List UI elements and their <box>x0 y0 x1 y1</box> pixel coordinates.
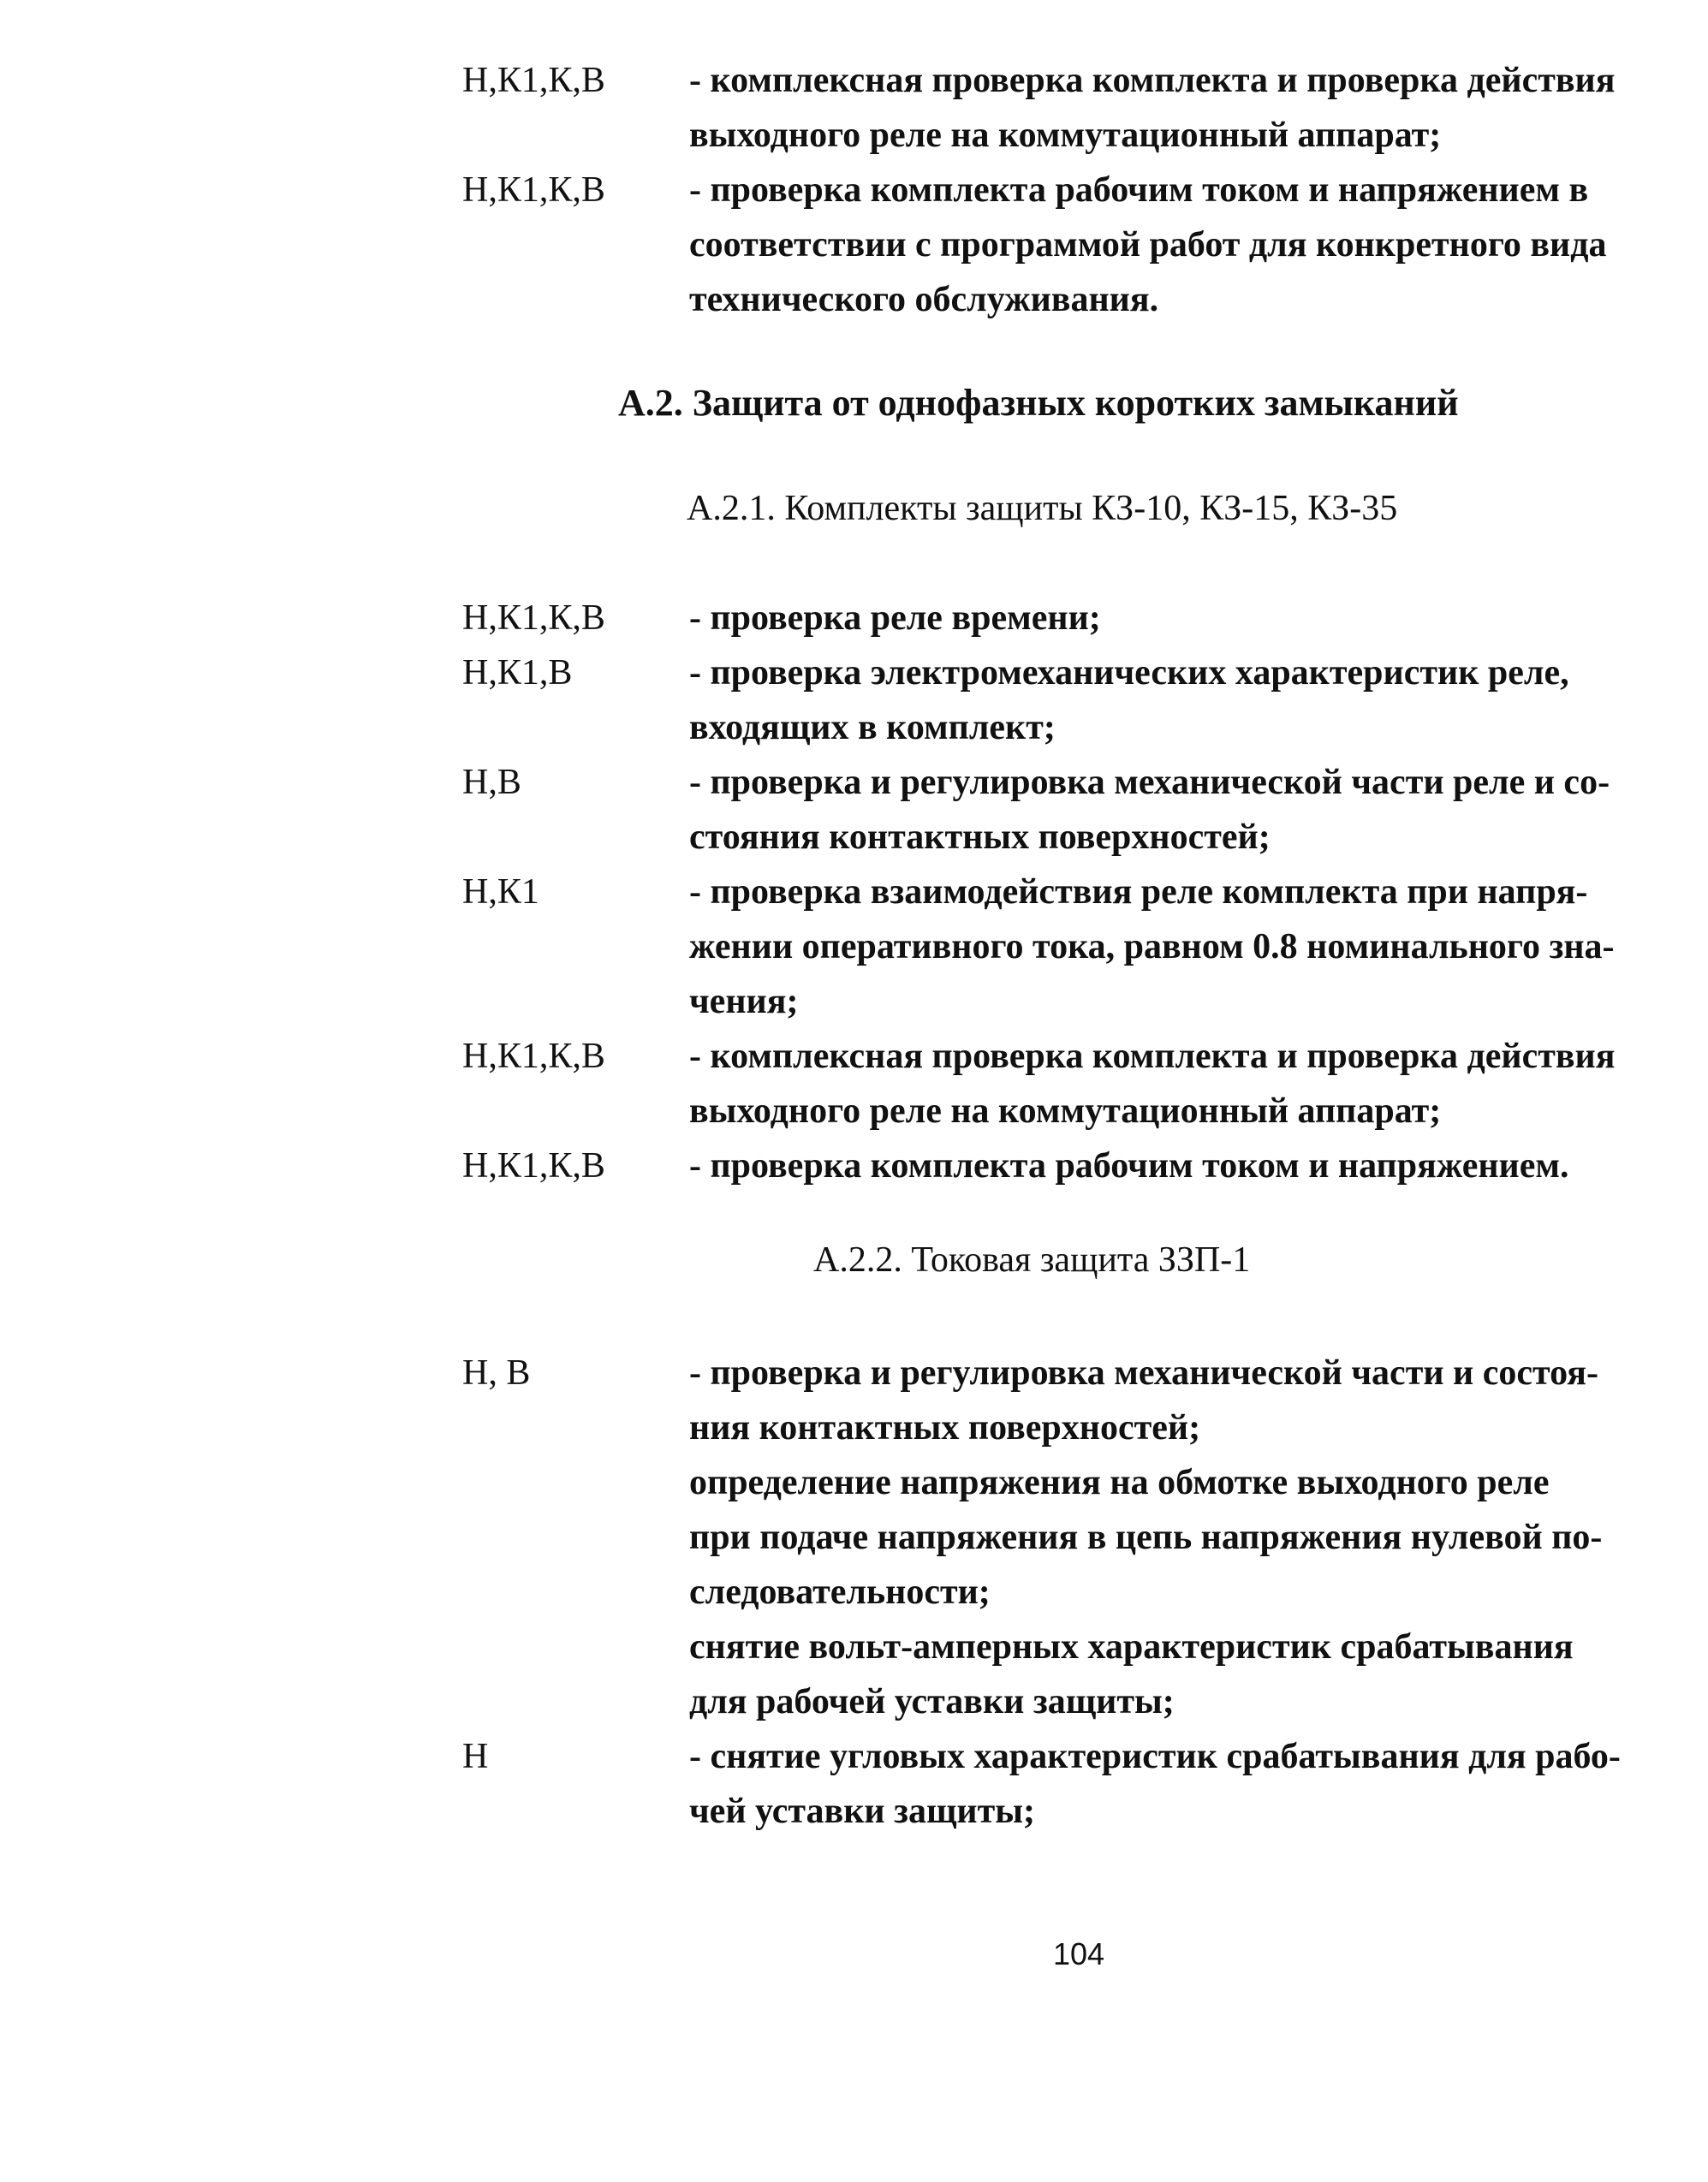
subsection-2-list <box>462 1346 1644 1839</box>
list-item <box>462 591 1644 645</box>
item-text: - снятие угловых характеристик срабатывания для рабо- чей уставки защиты; <box>689 1737 1621 1831</box>
list-item <box>462 1346 1644 1729</box>
list-item <box>462 1139 1644 1193</box>
page-number: 104 <box>1052 1936 1105 1971</box>
item-code: Н,К1,К,В <box>462 598 605 638</box>
list-item <box>462 755 1644 865</box>
item-text: - проверка комплекта рабочим током и напряжением. <box>689 1146 1569 1186</box>
item-code: Н,В <box>462 763 521 802</box>
item-code: Н,К1,К,В <box>462 61 605 100</box>
item-code: Н <box>462 1737 489 1776</box>
item-code: Н,К1 <box>462 872 539 912</box>
list-item <box>462 645 1644 755</box>
subsection-title: А.2.2. Токовая защита ЗЗП-1 <box>813 1240 1251 1280</box>
item-text: - комплексная проверка комплекта и проверка действия выходного реле на коммутационный аппарат; <box>689 1037 1616 1131</box>
subsection-title: А.2.1. Комплекты защиты КЗ-10, КЗ-15, КЗ-35 <box>687 489 1398 528</box>
item-text: - проверка комплекта рабочим током и напряжением в соответствии с программой работ для конкретного вида технического обслуживания. <box>689 170 1607 319</box>
list-item <box>462 1729 1644 1839</box>
list-item <box>462 865 1644 1029</box>
item-text: - проверка реле времени; <box>689 598 1101 638</box>
item-text: - проверка электромеханических характеристик реле, входящих в комплект; <box>689 653 1569 747</box>
subsection-1-list <box>462 591 1644 1193</box>
item-code: Н, В <box>462 1353 531 1393</box>
item-text: - комплексная проверка комплекта и проверка действия выходного реле на коммутационный аппарат; <box>689 61 1616 155</box>
list-item <box>462 53 1644 163</box>
item-code: Н,К1,В <box>462 653 573 693</box>
list-item <box>462 1029 1644 1139</box>
item-text: - проверка и регулировка механической части реле и со- стояния контактных поверхностей; <box>689 763 1610 857</box>
item-code: Н,К1,К,В <box>462 1037 605 1076</box>
item-text: - проверка и регулировка механической части и состоя- ния контактных поверхностей; определение напряжения на обмотке выходного реле при подаче напряжения в цепь напряжения нулевой по- следовательности; снятие вольт-амперных характеристик срабатывания для рабочей уставки защиты; <box>689 1353 1603 1721</box>
list-item <box>462 163 1644 327</box>
item-code: Н,К1,К,В <box>462 1146 605 1186</box>
top-entry-list <box>462 53 1644 327</box>
item-code: Н,К1,К,В <box>462 170 605 210</box>
item-text: - проверка взаимодействия реле комплекта при напря- жении оперативного тока, равном 0.8 номинального зна- чения; <box>689 872 1615 1021</box>
section-heading: А.2. Защита от однофазных коротких замыканий <box>618 382 1459 424</box>
